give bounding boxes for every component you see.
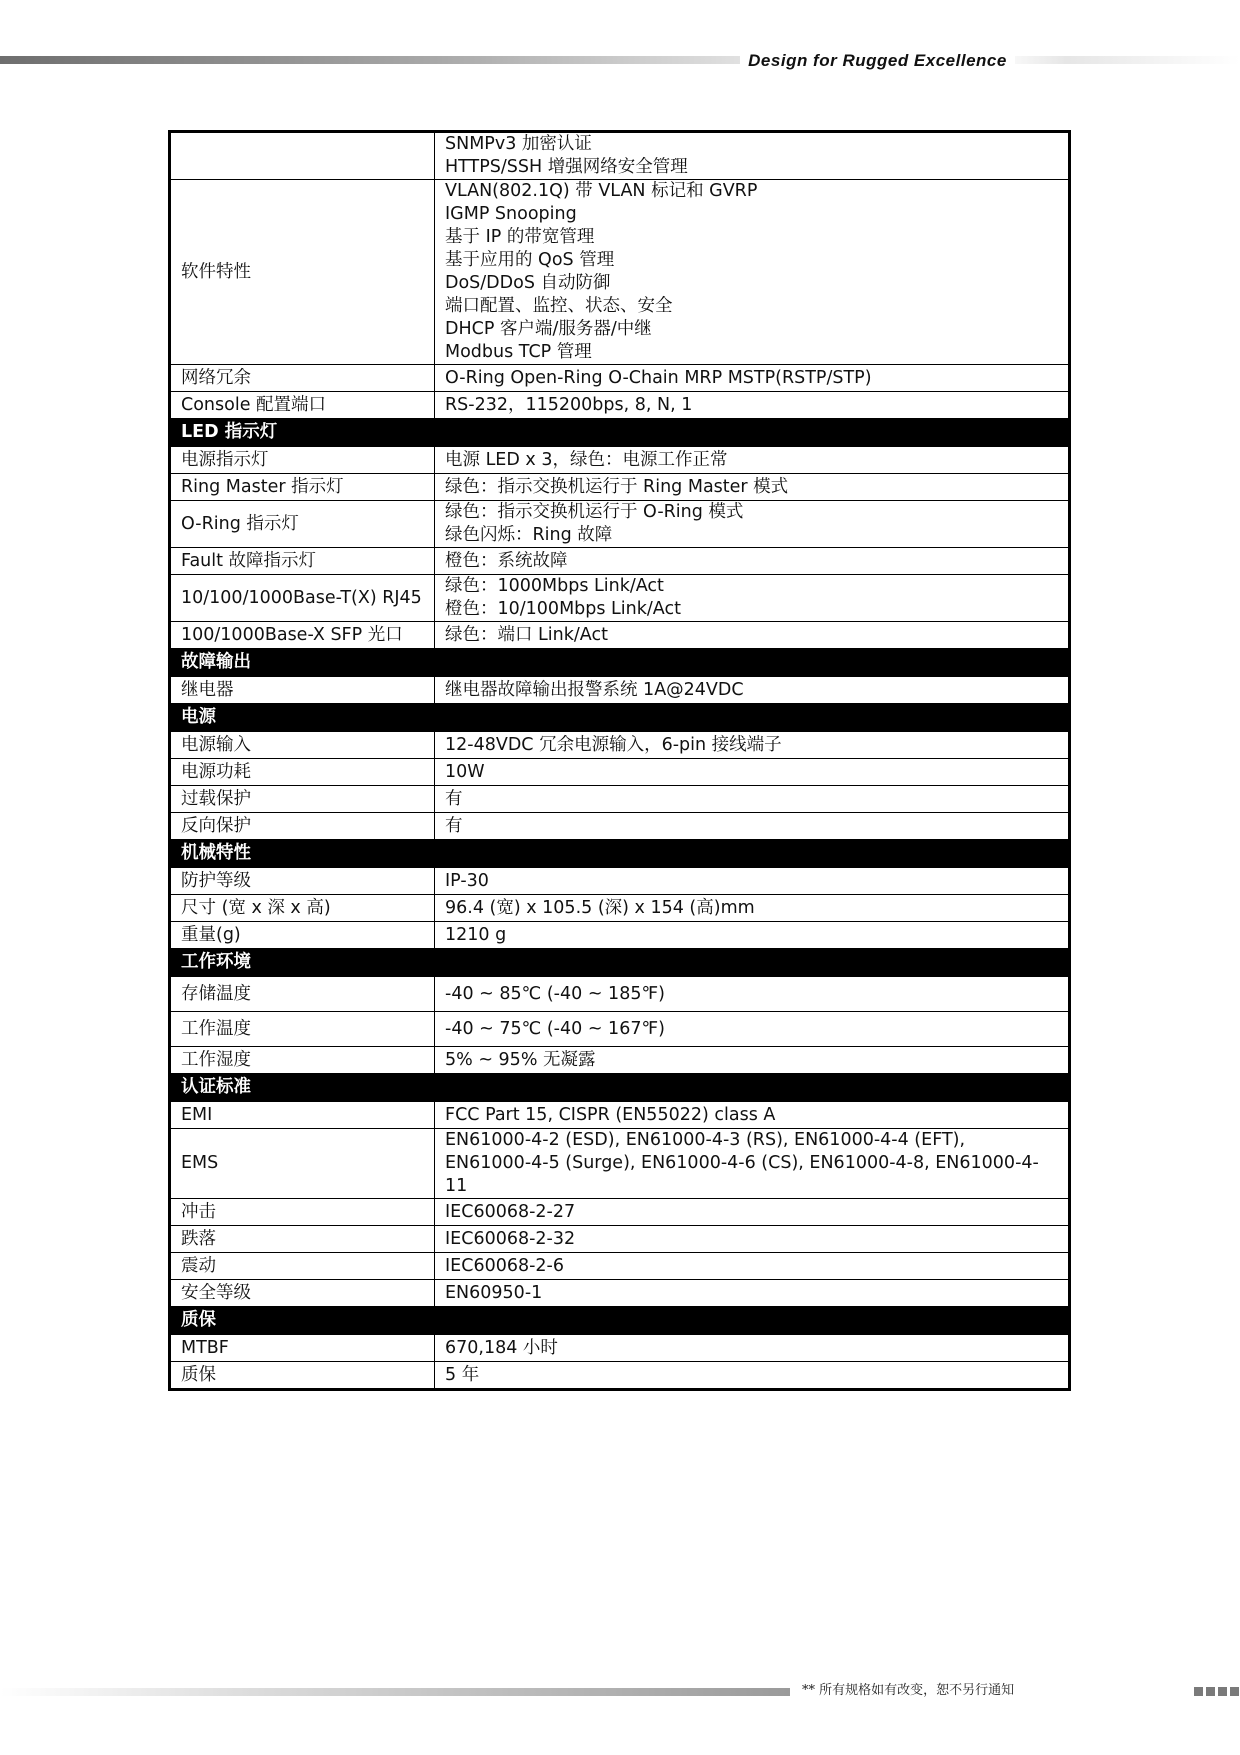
spec-value (435, 895, 1070, 922)
spec-value-line: -40 ~ 85℃ (-40 ~ 185℉) (445, 983, 665, 1004)
section-header: 电源 (170, 704, 1070, 732)
spec-label: 电源指示灯 (170, 447, 435, 474)
spec-row (170, 1047, 1070, 1074)
spec-row (170, 548, 1070, 575)
spec-label: O-Ring 指示灯 (170, 501, 435, 548)
spec-value-line: 有 (445, 815, 463, 836)
section-header-row (170, 949, 1070, 977)
footer-note: ** 所有规格如有改变，恕不另行通知 (802, 1683, 1015, 1698)
section-header-row (170, 419, 1070, 447)
section-header: 故障输出 (170, 649, 1070, 677)
spec-value (435, 977, 1070, 1012)
spec-row (170, 1280, 1070, 1307)
spec-value-line: 绿色：指示交换机运行于 Ring Master 模式 (445, 476, 789, 497)
spec-label: Ring Master 指示灯 (170, 474, 435, 501)
spec-row (170, 977, 1070, 1012)
spec-value-line: IEC60068-2-6 (445, 1255, 565, 1276)
spec-value (435, 501, 1070, 548)
header-tagline: Design for Rugged Excellence (740, 50, 1015, 72)
spec-label: 电源功耗 (170, 759, 435, 786)
header-gradient-bar (0, 56, 1240, 64)
spec-label: 重量(g) (170, 922, 435, 949)
spec-value-line: RS-232，115200bps, 8, N, 1 (445, 394, 693, 415)
spec-value-line: 绿色：1000Mbps Link/Act (445, 576, 664, 596)
spec-row (170, 732, 1070, 759)
spec-row (170, 1102, 1070, 1129)
spec-value-line: DoS/DDoS 自动防御 (445, 273, 611, 293)
spec-label: MTBF (170, 1335, 435, 1362)
spec-value-line: IGMP Snooping (445, 204, 577, 224)
spec-value-line: SNMPv3 加密认证 (445, 134, 592, 154)
spec-label: EMI (170, 1102, 435, 1129)
spec-value-line: 12-48VDC 冗余电源输入，6-pin 接线端子 (445, 734, 782, 755)
spec-value (435, 474, 1070, 501)
section-header: 机械特性 (170, 840, 1070, 868)
spec-row (170, 868, 1070, 895)
spec-label: Console 配置端口 (170, 392, 435, 419)
spec-label: 电源输入 (170, 732, 435, 759)
spec-value-line: 绿色：指示交换机运行于 O-Ring 模式 (445, 502, 744, 522)
spec-label: 质保 (170, 1362, 435, 1390)
spec-row (170, 501, 1070, 548)
spec-value (435, 759, 1070, 786)
spec-value (435, 548, 1070, 575)
spec-row (170, 759, 1070, 786)
spec-value-line: EN61000-4-2 (ESD), EN61000-4-3 (RS), EN61000-4-4 (EFT), (445, 1130, 966, 1150)
spec-value (435, 1102, 1070, 1129)
spec-value (435, 392, 1070, 419)
spec-label: 100/1000Base-X SFP 光口 (170, 622, 435, 649)
spec-value-line: IEC60068-2-32 (445, 1228, 576, 1249)
spec-row (170, 1362, 1070, 1390)
spec-row (170, 1335, 1070, 1362)
footer-square (1194, 1687, 1203, 1696)
spec-row (170, 1199, 1070, 1226)
spec-row (170, 180, 1070, 365)
spec-value-line: HTTPS/SSH 增强网络安全管理 (445, 157, 688, 177)
spec-value (435, 180, 1070, 365)
spec-value-line: 10W (445, 761, 485, 782)
spec-label: 工作湿度 (170, 1047, 435, 1074)
spec-row (170, 392, 1070, 419)
spec-row (170, 447, 1070, 474)
footer-square (1218, 1687, 1227, 1696)
spec-row (170, 813, 1070, 840)
spec-value (435, 1199, 1070, 1226)
spec-value (435, 132, 1070, 180)
spec-row (170, 1129, 1070, 1199)
spec-label (170, 132, 435, 180)
spec-value-line: IP-30 (445, 870, 489, 891)
spec-label: 反向保护 (170, 813, 435, 840)
spec-value (435, 622, 1070, 649)
spec-value (435, 813, 1070, 840)
footer-square (1230, 1687, 1239, 1696)
section-header: LED 指示灯 (170, 419, 1070, 447)
spec-value-line: EN61000-4-5 (Surge), EN61000-4-6 (CS), EN61000-4-8, EN61000-4-11 (445, 1153, 1039, 1196)
spec-label: 跌落 (170, 1226, 435, 1253)
spec-table-body (170, 132, 1070, 1390)
spec-value-line: DHCP 客户端/服务器/中继 (445, 319, 652, 339)
spec-row (170, 474, 1070, 501)
spec-row (170, 1012, 1070, 1047)
spec-row (170, 677, 1070, 704)
spec-value-line: VLAN(802.1Q) 带 VLAN 标记和 GVRP (445, 181, 758, 201)
footer-squares-decoration (1194, 1687, 1239, 1696)
spec-row (170, 365, 1070, 392)
spec-value (435, 1253, 1070, 1280)
spec-value-line: EN60950-1 (445, 1282, 543, 1303)
spec-value-line: 670,184 小时 (445, 1337, 558, 1358)
spec-label: 10/100/1000Base-T(X) RJ45 (170, 575, 435, 622)
spec-value-line: IEC60068-2-27 (445, 1201, 576, 1222)
spec-row (170, 575, 1070, 622)
spec-row (170, 1253, 1070, 1280)
spec-value (435, 677, 1070, 704)
footer-gradient-bar (0, 1688, 790, 1696)
spec-value (435, 575, 1070, 622)
spec-value (435, 447, 1070, 474)
section-header: 质保 (170, 1307, 1070, 1335)
spec-label: 安全等级 (170, 1280, 435, 1307)
footer-square (1206, 1687, 1215, 1696)
spec-label: 冲击 (170, 1199, 435, 1226)
section-header-row (170, 840, 1070, 868)
section-header: 认证标准 (170, 1074, 1070, 1102)
spec-label: 震动 (170, 1253, 435, 1280)
spec-label: Fault 故障指示灯 (170, 548, 435, 575)
spec-value (435, 1047, 1070, 1074)
spec-value-line: 端口配置、监控、状态、安全 (445, 296, 673, 316)
spec-value-line: 1210 g (445, 924, 507, 945)
spec-value (435, 922, 1070, 949)
spec-label: 过载保护 (170, 786, 435, 813)
spec-label: 防护等级 (170, 868, 435, 895)
spec-value-line: 电源 LED x 3，绿色：电源工作正常 (445, 449, 728, 470)
spec-value-line: 基于 IP 的带宽管理 (445, 227, 595, 247)
spec-label: 存储温度 (170, 977, 435, 1012)
spec-value-line: 5 年 (445, 1364, 480, 1385)
spec-row (170, 922, 1070, 949)
spec-label: 继电器 (170, 677, 435, 704)
spec-label: 软件特性 (170, 180, 435, 365)
spec-row (170, 132, 1070, 180)
spec-table (168, 130, 1071, 1391)
spec-value (435, 1129, 1070, 1199)
section-header-row (170, 704, 1070, 732)
section-header-row (170, 1074, 1070, 1102)
spec-label: 工作温度 (170, 1012, 435, 1047)
spec-row (170, 786, 1070, 813)
spec-value (435, 1335, 1070, 1362)
spec-value (435, 732, 1070, 759)
spec-row (170, 622, 1070, 649)
section-header-row (170, 649, 1070, 677)
spec-value-line: 绿色：端口 Link/Act (445, 624, 608, 645)
spec-row (170, 895, 1070, 922)
spec-label: 尺寸 (宽 x 深 x 高) (170, 895, 435, 922)
spec-value (435, 786, 1070, 813)
spec-value (435, 868, 1070, 895)
spec-value-line: 橙色：10/100Mbps Link/Act (445, 599, 681, 619)
section-header: 工作环境 (170, 949, 1070, 977)
spec-value-line: 绿色闪烁：Ring 故障 (445, 525, 613, 545)
spec-label: 网络冗余 (170, 365, 435, 392)
section-header-row (170, 1307, 1070, 1335)
spec-value (435, 1012, 1070, 1047)
spec-value-line: O-Ring Open-Ring O-Chain MRP MSTP(RSTP/STP) (445, 367, 872, 388)
spec-value-line: 基于应用的 QoS 管理 (445, 250, 615, 270)
spec-value-line: 橙色：系统故障 (445, 550, 568, 571)
spec-value (435, 1226, 1070, 1253)
spec-label: EMS (170, 1129, 435, 1199)
spec-value-line: 有 (445, 788, 463, 809)
spec-value (435, 365, 1070, 392)
spec-value (435, 1362, 1070, 1390)
spec-value-line: -40 ~ 75℃ (-40 ~ 167℉) (445, 1018, 665, 1039)
spec-row (170, 1226, 1070, 1253)
spec-value-line: 5% ~ 95% 无凝露 (445, 1049, 596, 1070)
spec-value-line: 继电器故障输出报警系统 1A@24VDC (445, 679, 744, 700)
spec-value (435, 1280, 1070, 1307)
spec-value-line: FCC Part 15, CISPR (EN55022) class A (445, 1104, 776, 1125)
spec-value-line: 96.4 (宽) x 105.5 (深) x 154 (高)mm (445, 897, 755, 918)
spec-value-line: Modbus TCP 管理 (445, 342, 592, 362)
